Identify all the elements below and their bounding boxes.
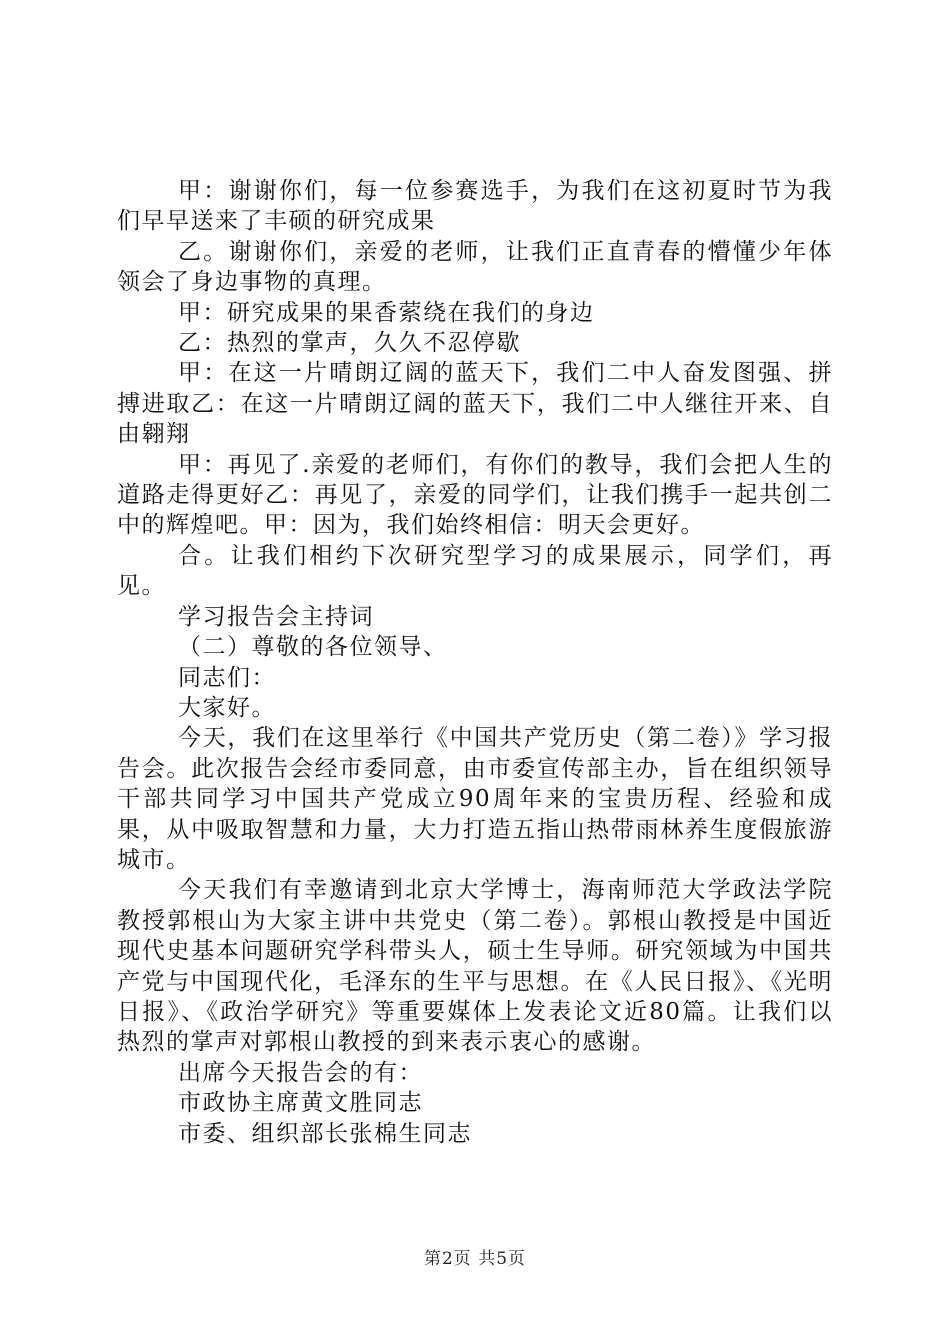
document-body	[117, 176, 833, 1149]
paragraph: 同志们：	[178, 664, 276, 691]
paragraph: 甲：研究成果的果香萦绕在我们的身边	[178, 299, 595, 326]
paragraph: 甲：在这一片晴朗辽阔的蓝天下，我们二中人奋发图强、拼搏进取乙：在这一片晴朗辽阔的蓝天下，我们二中人继往开来、自由翱翔	[117, 360, 833, 448]
paragraph: 今天我们有幸邀请到北京大学博士，海南师范大学政法学院教授郭根山为大家主讲中共党史（第二卷）。郭根山教授是中国近现代史基本问题研究学科带头人，硕士生导师。研究领域为中国共产党与中国现代化，毛泽东的生平与思想。在《人民日报》、《光明日报》、《政治学研究》等重要媒体上发表论文近80篇。让我们以热烈的掌声对郭根山教授的到来表示衷心的感谢。	[117, 877, 833, 1056]
paragraph: 市政协主席黄文胜同志	[178, 1090, 423, 1117]
paragraph: 甲：谢谢你们，每一位参赛选手，为我们在这初夏时节为我们早早送来了丰硕的研究成果	[117, 178, 833, 235]
paragraph: （二）尊敬的各位领导、	[178, 634, 448, 661]
paragraph: 乙。谢谢你们，亲爱的老师，让我们正直青春的懵懂少年体领会了身边事物的真理。	[117, 238, 833, 296]
paragraph: 乙：热烈的掌声，久久不忍停歇	[178, 330, 521, 357]
paragraph: 市委、组织部长张棉生同志	[178, 1120, 472, 1147]
paragraph: 出席今天报告会的有：	[178, 1059, 423, 1086]
section-title: 学习报告会主持词	[178, 603, 374, 630]
paragraph: 今天，我们在这里举行《中国共产党历史（第二卷）》学习报告会。此次报告会经市委同意，由市委宣传部主办，旨在组织领导干部共同学习中国共产党成立90周年来的宝贵历程、经验和成果，从中吸取智慧和力量，大力打造五指山热带雨林养生度假旅游城市。	[117, 725, 833, 873]
paragraph: 大家好。	[178, 694, 276, 721]
paragraph: 甲：再见了.亲爱的老师们，有你们的教导，我们会把人生的道路走得更好乙：再见了，亲爱的同学们，让我们携手一起共创二中的辉煌吧。甲：因为，我们始终相信：明天会更好。	[117, 451, 833, 539]
paragraph: 合。让我们相约下次研究型学习的成果展示，同学们，再见。	[117, 542, 833, 600]
page-number-footer: 第2页 共5页	[423, 1249, 527, 1269]
